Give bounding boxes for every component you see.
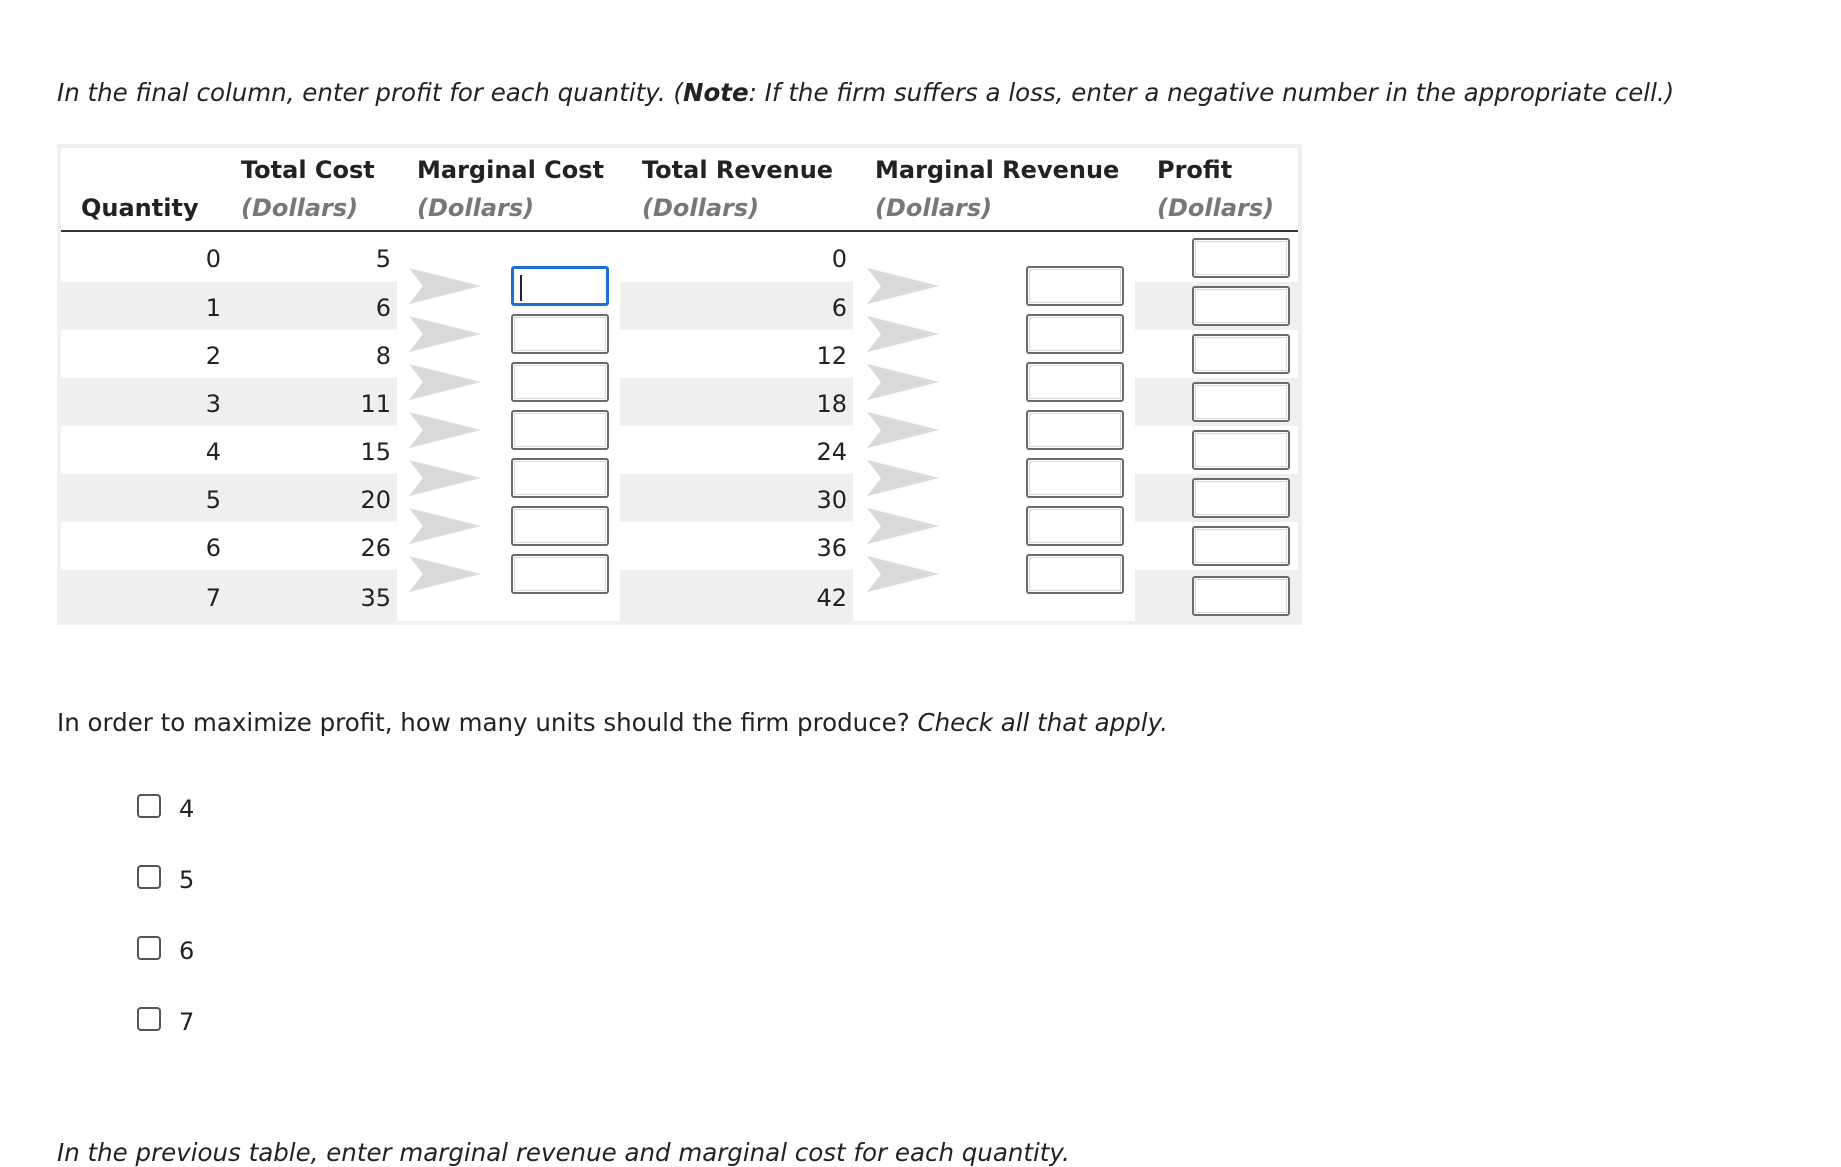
profit-input[interactable] bbox=[1192, 576, 1290, 616]
profit-input[interactable] bbox=[1192, 382, 1290, 422]
arrow-icon bbox=[867, 312, 939, 356]
table-header bbox=[61, 148, 1298, 232]
cost-revenue-table bbox=[57, 144, 1302, 625]
total-cost-cell: 8 bbox=[375, 342, 391, 370]
total-cost-cell: 5 bbox=[375, 245, 391, 273]
quantity-cell: 1 bbox=[205, 294, 221, 322]
profit-input[interactable] bbox=[1192, 334, 1290, 374]
marginal-revenue-input[interactable] bbox=[1026, 266, 1124, 306]
total-cost-cell: 6 bbox=[375, 294, 391, 322]
marginal-revenue-input[interactable] bbox=[1026, 506, 1124, 546]
header-marginal-cost: Marginal Cost bbox=[417, 156, 605, 184]
total-revenue-cell: 6 bbox=[831, 294, 847, 322]
total-cost-cell: 15 bbox=[360, 438, 391, 466]
profit-input[interactable] bbox=[1192, 430, 1290, 470]
total-revenue-cell: 36 bbox=[816, 534, 847, 562]
total-revenue-cell: 30 bbox=[816, 486, 847, 514]
checkbox[interactable] bbox=[137, 936, 161, 960]
marginal-cost-input[interactable] bbox=[511, 506, 609, 546]
marginal-cost-input[interactable] bbox=[511, 458, 609, 498]
total-revenue-cell: 42 bbox=[816, 584, 847, 612]
header-marginal-revenue: Marginal Revenue bbox=[875, 156, 1120, 184]
arrow-icon bbox=[867, 408, 939, 452]
profit-input[interactable] bbox=[1192, 238, 1290, 278]
quantity-cell: 3 bbox=[205, 390, 221, 418]
marginal-cost-input[interactable] bbox=[511, 314, 609, 354]
total-cost-cell: 26 bbox=[360, 534, 391, 562]
marginal-cost-input[interactable] bbox=[511, 410, 609, 450]
arrow-icon bbox=[867, 552, 939, 596]
next-instruction-text: In the previous table, enter marginal revenue and marginal cost for each quantity. bbox=[57, 1138, 1070, 1167]
option-label: 6 bbox=[179, 937, 195, 965]
arrow-icon bbox=[409, 504, 481, 548]
arrow-icon bbox=[409, 408, 481, 452]
quantity-cell: 5 bbox=[205, 486, 221, 514]
option-label: 4 bbox=[179, 795, 195, 823]
arrow-icon bbox=[867, 264, 939, 308]
header-marginal-revenue-unit: (Dollars) bbox=[875, 194, 993, 222]
header-marginal-cost-unit: (Dollars) bbox=[417, 194, 535, 222]
arrow-icon bbox=[409, 360, 481, 404]
arrow-icon bbox=[867, 456, 939, 500]
header-total-cost: Total Cost bbox=[241, 156, 375, 184]
profit-input[interactable] bbox=[1192, 478, 1290, 518]
header-profit-unit: (Dollars) bbox=[1157, 194, 1275, 222]
checkbox[interactable] bbox=[137, 1007, 161, 1031]
marginal-revenue-input[interactable] bbox=[1026, 554, 1124, 594]
marginal-revenue-input[interactable] bbox=[1026, 410, 1124, 450]
header-quantity: Quantity bbox=[81, 194, 199, 222]
arrow-icon bbox=[867, 504, 939, 548]
checkbox[interactable] bbox=[137, 794, 161, 818]
total-cost-cell: 35 bbox=[360, 584, 391, 612]
header-total-revenue: Total Revenue bbox=[642, 156, 834, 184]
marginal-cost-input[interactable] bbox=[511, 554, 609, 594]
arrow-icon bbox=[409, 264, 481, 308]
total-cost-cell: 11 bbox=[360, 390, 391, 418]
instruction-text: In the final column, enter profit for each quantity. (Note: If the firm suffers a loss, enter a negative number in the appropriate cell.) bbox=[57, 78, 1675, 107]
arrow-icon bbox=[409, 456, 481, 500]
arrow-icon bbox=[867, 360, 939, 404]
header-total-revenue-unit: (Dollars) bbox=[642, 194, 760, 222]
quantity-cell: 2 bbox=[205, 342, 221, 370]
quantity-cell: 0 bbox=[205, 245, 221, 273]
question-text: In order to maximize profit, how many units should the firm produce? Check all that apply. bbox=[57, 708, 1168, 737]
note-label: Note bbox=[682, 78, 749, 107]
total-revenue-cell: 0 bbox=[831, 245, 847, 273]
total-cost-cell: 20 bbox=[360, 486, 391, 514]
marginal-revenue-input[interactable] bbox=[1026, 314, 1124, 354]
marginal-cost-input[interactable] bbox=[511, 266, 609, 306]
checkbox[interactable] bbox=[137, 865, 161, 889]
marginal-revenue-input[interactable] bbox=[1026, 362, 1124, 402]
profit-input[interactable] bbox=[1192, 526, 1290, 566]
option-label: 5 bbox=[179, 866, 195, 894]
arrow-icon bbox=[409, 312, 481, 356]
question-hint: Check all that apply. bbox=[917, 708, 1168, 737]
total-revenue-cell: 24 bbox=[816, 438, 847, 466]
quantity-cell: 4 bbox=[205, 438, 221, 466]
marginal-cost-input[interactable] bbox=[511, 362, 609, 402]
total-revenue-cell: 18 bbox=[816, 390, 847, 418]
header-total-cost-unit: (Dollars) bbox=[241, 194, 359, 222]
marginal-revenue-input[interactable] bbox=[1026, 458, 1124, 498]
text-caret bbox=[520, 275, 522, 301]
arrow-icon bbox=[409, 552, 481, 596]
header-profit: Profit bbox=[1157, 156, 1233, 184]
quantity-cell: 6 bbox=[205, 534, 221, 562]
profit-input[interactable] bbox=[1192, 286, 1290, 326]
quantity-cell: 7 bbox=[205, 584, 221, 612]
option-label: 7 bbox=[179, 1008, 195, 1036]
total-revenue-cell: 12 bbox=[816, 342, 847, 370]
